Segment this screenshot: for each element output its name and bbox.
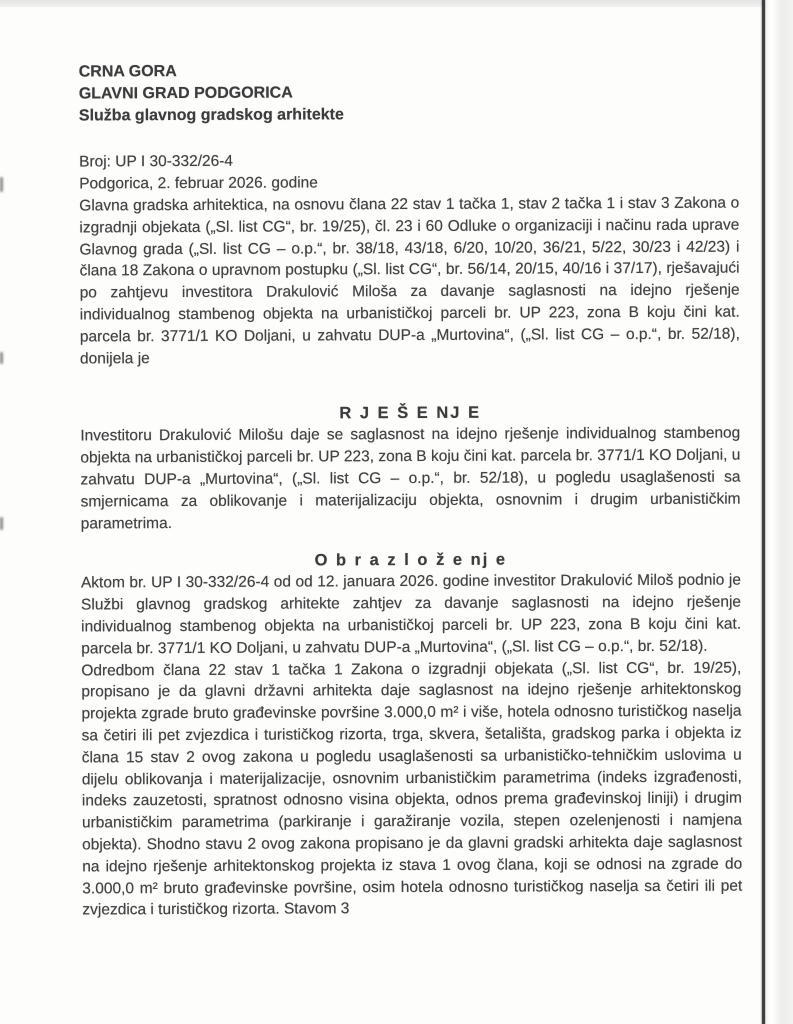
decision-title: R J E Š E NJ E: [339, 404, 482, 423]
intro-paragraph: Glavna gradska arhitektica, na osnovu člana 22 stav 1 tačka 1, stav 2 tačka 1 i stav 3 Zakona o izgradnji objekata („Sl. list CG“, br. 19/25), čl. 23 i 60 Odluke o organizaciji i načinu rada uprave Glavnog grada („Sl. list CG – o.p.“, br. 38/18, 43/18, 6/20, 10/20, 36/21, 5/22, 30/23 i 42/23) i člana 18 Zakona o upravnom postupku („Sl. list CG“, br. 56/14, 20/15, 40/16 i 37/17), rješavajući po zahtjevu investitora Drakulović Miloša za davanje saglasnosti na idejno rješenje individualnog stambenog objekta na urbanističkoj parceli br. UP 223, zona B koju čini kat. parcela br. 3771/1 KO Doljani, u zahvatu DUP-a „Murtovina“, („Sl. list CG – o.p.“, br. 52/18), donijela je: [79, 194, 740, 368]
case-number-line: Broj: UP I 30-332/26-4: [79, 152, 234, 171]
letterhead: [79, 59, 739, 128]
scan-right-margin: [765, 0, 793, 1024]
letterhead-city: GLAVNI GRAD PODGORICA: [78, 84, 293, 103]
place-date-line: Podgorica, 2. februar 2026. godine: [79, 174, 318, 193]
letterhead-office: Služba glavnog gradskog arhitekte: [78, 106, 344, 125]
rationale-paragraph-1: Aktom br. UP I 30-332/26-4 od od 12. januara 2026. godine investitor Drakulović Miloš podnio je Službi glavnog gradskog arhitekte zahtjev za davanje saglasnosti na idejno rješenje individualnog stambenog objekta na urbanističkoj parceli br. UP 223, zona B koju čini kat. parcela br. 3771/1 KO Doljani, u zahvatu DUP-a „Murtovina“, („Sl. list CG – o.p.“, br. 52/18).: [80, 571, 742, 658]
letterhead-country: CRNA GORA: [78, 63, 177, 81]
scan-smudge: [0, 352, 3, 364]
reference-block: [79, 149, 739, 196]
rationale-title: O b r a z l o ž e nj e: [314, 550, 508, 570]
scan-smudge: [0, 517, 3, 530]
scan-smudge: [0, 177, 3, 192]
decision-paragraph: Investitoru Drakulović Milošu daje se saglasnost na idejno rješenje individualnog stambenog objekta na urbanističkoj parceli br. UP 223, zona B koju čini kat. parcela br. 3771/1 KO Doljani, u zahvatu DUP-a „Murtovina“, („Sl. list CG – o.p.“, br. 52/18), u pogledu usaglašenosti sa smjernicama za oblikovanje i materijalizaciju objekta, osnovnim i drugim urbanističkim parametrima.: [80, 424, 741, 533]
scan-shadow-line: [762, 0, 765, 1024]
rationale-paragraph-2: Odredbom člana 22 stav 1 tačka 1 Zakona o izgradnji objekata („Sl. list CG“, br. 19/25), propisano je da glavni državni arhitekta daje saglasnost na idejno rješenje arhitektonskog projekta zgrade bruto građevinske površine 3.000,0 m² i više, hotela odnosno turističkog naselja sa četiri ili pet zvjezdica i turističkog rizorta, trga, skvera, šetališta, gradskog parka i objekta iz člana 15 stav 2 ovog zakona u pogledu usaglašenosti sa urbanističko-tehničkim uslovima u dijelu oblikovanja i materijalizacije, osnovnim urbanističkim parametrima (indeks izgrađenosti, indeks zauzetosti, spratnost odnosno visina objekta, odnos prema građevinskoj liniji) i drugim urbanističkim parametrima (parkiranje i garažiranje vozila, stepen ozelenjenosti i namjena objekta). Shodno stavu 2 ovog zakona propisano je da glavni gradski arhitekta daje saglasnost na idejno rješenje arhitektonskog projekta iz stava 1 ovog člana, koji se odnosi na zgrade do 3.000,0 m² bruto građevinske površine, osim hotela odnosno turističkog naselja sa četiri ili pet zvjezdica i turističkog rizorta. Stavom 3: [81, 659, 743, 919]
document-content: [78, 0, 742, 922]
